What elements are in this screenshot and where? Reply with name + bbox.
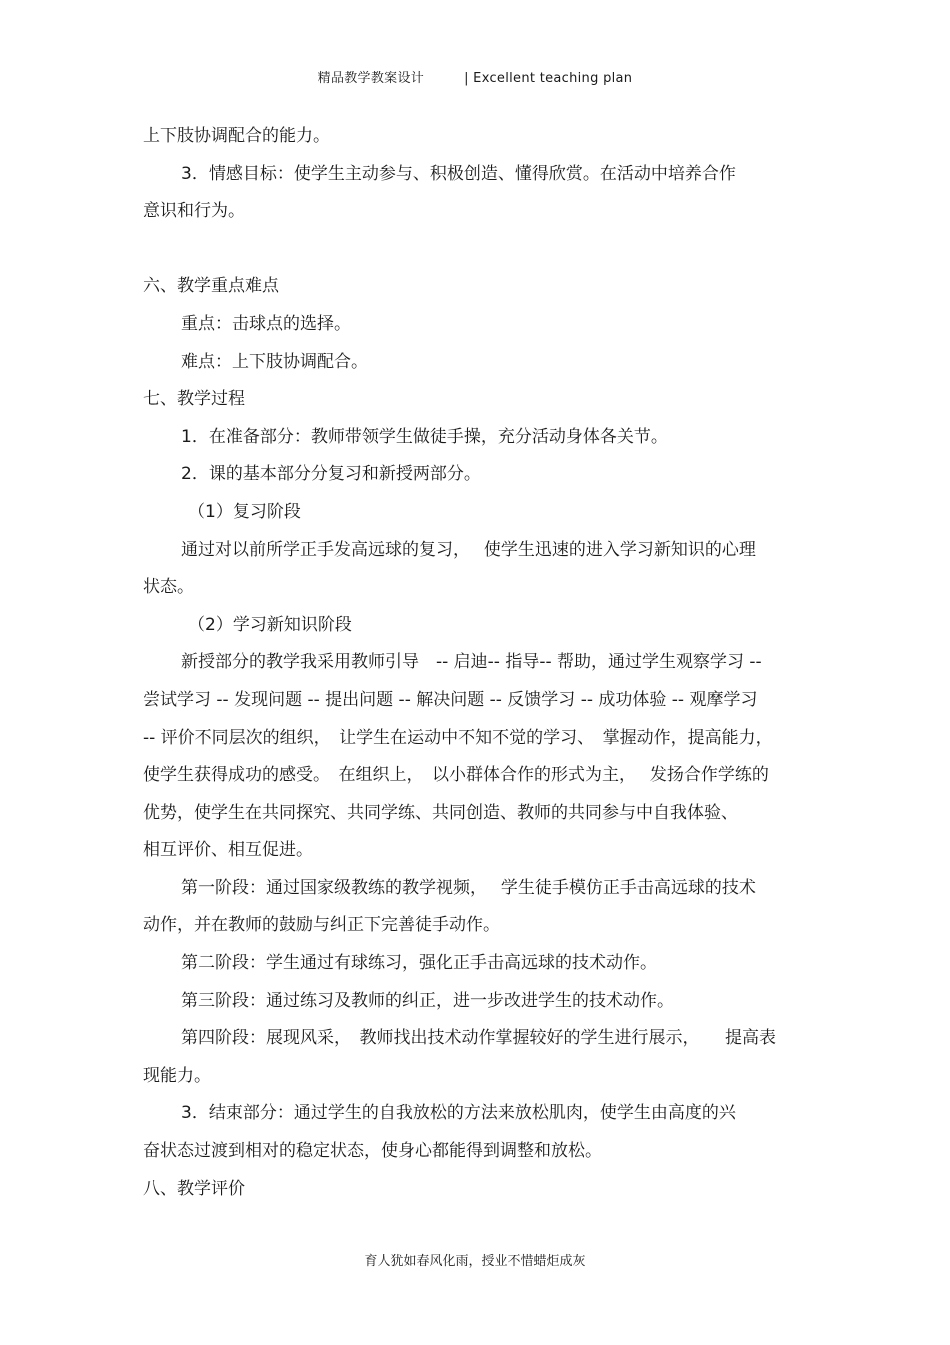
body-line: 通过对以前所学正手发高远球的复习， 使学生迅速的进入学习新知识的心理 xyxy=(181,539,756,560)
body-line: 使学生获得成功的感受。 在组织上， 以小群体合作的形式为主， 发扬合作学练的 xyxy=(143,765,769,786)
body-line: 优势，使学生在共同探究、共同学练、共同创造、教师的共同参与中自我体验、 xyxy=(143,802,738,823)
body-line: 现能力。 xyxy=(143,1065,211,1086)
section-heading: 六、教学重点难点 xyxy=(143,276,279,297)
header-subtitle: | Excellent teaching plan xyxy=(464,71,633,86)
body-line: 动作，并在教师的鼓励与纠正下完善徒手动作。 xyxy=(143,915,500,936)
body-line: 第二阶段：学生通过有球练习，强化正手击高远球的技术动作。 xyxy=(181,953,657,974)
body-line: 第三阶段：通过练习及教师的纠正，进一步改进学生的技术动作。 xyxy=(181,990,674,1011)
page-header xyxy=(0,67,950,86)
body-line: 第一阶段：通过国家级教练的教学视频， 学生徒手模仿正手击高远球的技术 xyxy=(181,877,756,898)
document-body xyxy=(143,118,813,1208)
body-line: 状态。 xyxy=(143,577,194,598)
body-line: 第四阶段：展现风采， 教师找出技术动作掌握较好的学生进行展示， 提高表 xyxy=(181,1028,776,1049)
body-line: 难点：上下肢协调配合。 xyxy=(181,351,368,372)
blank-line xyxy=(143,231,813,269)
body-line: 意识和行为。 xyxy=(143,201,245,222)
subheading: （1）复习阶段 xyxy=(188,501,301,522)
body-line: 3．情感目标：使学生主动参与、积极创造、懂得欣赏。在活动中培养合作 xyxy=(181,163,736,184)
section-heading: 七、教学过程 xyxy=(143,389,245,410)
subheading: （2）学习新知识阶段 xyxy=(188,614,352,635)
body-line: -- 评价不同层次的组织， 让学生在运动中不知不觉的学习、 掌握动作，提高能力， xyxy=(143,727,773,748)
body-line: 1．在准备部分：教师带领学生做徒手操，充分活动身体各关节。 xyxy=(181,426,668,447)
body-line: 尝试学习 -- 发现问题 -- 提出问题 -- 解决问题 -- 反馈学习 -- 成功体验 -- 观摩学习 xyxy=(143,689,758,710)
section-heading: 八、教学评价 xyxy=(143,1178,245,1199)
body-line: 相互评价、相互促进。 xyxy=(143,840,313,861)
body-line: 新授部分的教学我采用教师引导 -- 启迪-- 指导-- 帮助，通过学生观察学习 -- xyxy=(181,652,762,673)
header-title: 精品教学教案设计 xyxy=(317,71,425,86)
body-line: 3．结束部分：通过学生的自我放松的方法来放松肌肉，使学生由高度的兴 xyxy=(181,1103,736,1124)
page-footer: 育人犹如春风化雨，授业不惜蜡炬成灰 xyxy=(364,1254,586,1269)
body-line: 上下肢协调配合的能力。 xyxy=(143,126,330,146)
body-line: 重点：击球点的选择。 xyxy=(181,313,351,334)
body-line: 2．课的基本部分分复习和新授两部分。 xyxy=(181,464,481,485)
body-line: 奋状态过渡到相对的稳定状态，使身心都能得到调整和放松。 xyxy=(143,1141,602,1162)
